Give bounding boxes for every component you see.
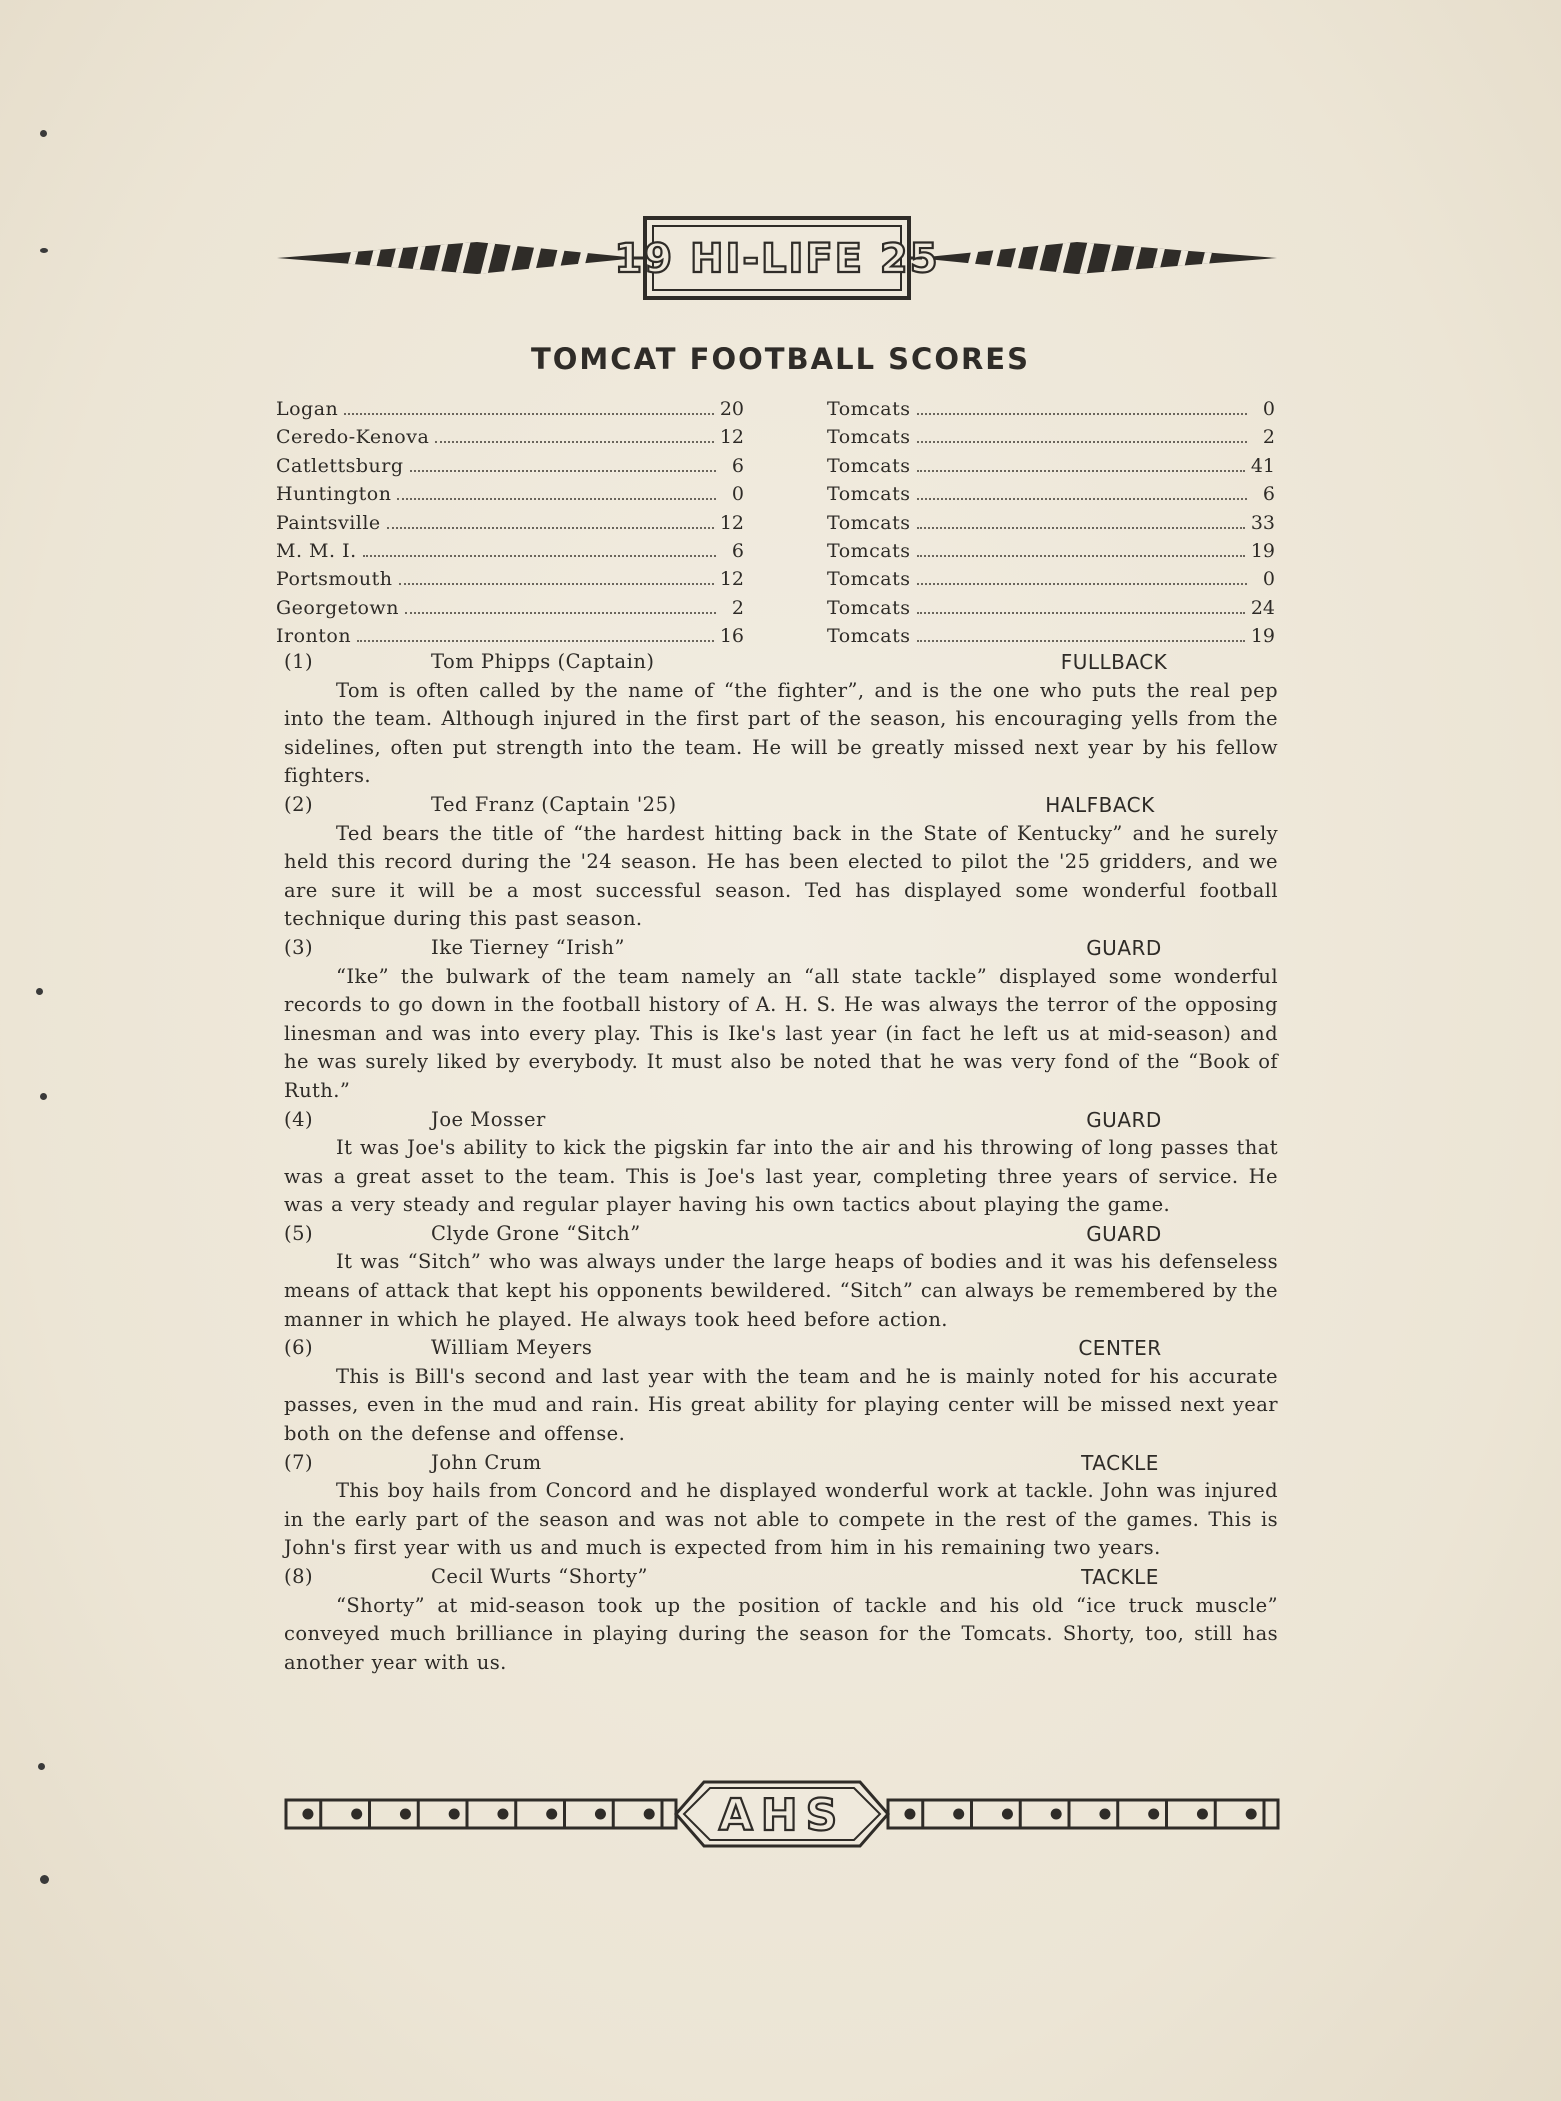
player-position: TACKLE (1081, 1450, 1159, 1475)
dot-leader (405, 612, 716, 614)
player-entry (284, 1449, 1278, 1563)
opponent-cell (276, 568, 744, 590)
dot-leader (399, 583, 714, 585)
opponent-cell (276, 455, 744, 477)
player-name: Clyde Grone “Sitch” (431, 1221, 641, 1245)
score-row (276, 398, 1275, 426)
player-number: (8) (284, 1565, 314, 1588)
player-bio: “Shorty” at mid-season took up the position of tackle and his old “ice truck muscle” conveyed much brilliance in playing during the season for the Tomcats. Shorty, too, still has another year with us. (284, 1593, 1278, 1674)
team-cell (827, 455, 1275, 477)
player-entry (284, 1220, 1278, 1334)
margin-speck (36, 988, 43, 995)
player-header (284, 1334, 1278, 1363)
team-score: 0 (1262, 568, 1275, 591)
team-score: 24 (1250, 596, 1275, 619)
team-name: Tomcats (827, 511, 911, 534)
opponent-cell (276, 512, 744, 534)
team-cell (827, 597, 1275, 619)
dot-leader (917, 612, 1245, 614)
team-score: 19 (1250, 625, 1275, 648)
player-name: William Meyers (431, 1336, 593, 1360)
player-bios (284, 648, 1278, 1677)
margin-speck (40, 248, 48, 253)
player-number: (4) (284, 1107, 314, 1131)
dot-leader (917, 413, 1247, 415)
margin-speck (40, 1875, 49, 1884)
opponent-score: 12 (719, 568, 744, 591)
player-position: FULLBACK (1060, 650, 1168, 674)
player-number: (3) (284, 935, 314, 959)
opponent-name: Paintsville (276, 511, 381, 534)
dot-leader (917, 470, 1245, 472)
team-name: Tomcats (827, 539, 911, 562)
player-name: Cecil Wurts “Shorty” (431, 1565, 648, 1588)
player-entry (284, 1563, 1278, 1677)
team-name: Tomcats (827, 454, 911, 477)
team-cell (827, 568, 1275, 590)
opponent-cell (276, 540, 744, 562)
opponent-name: Ironton (276, 625, 352, 648)
player-number: (6) (284, 1336, 314, 1360)
player-bio: It was “Sitch” who was always under the large heaps of bodies and it was his defenseless means of attack that kept his opponents bewildered. “Sitch” can always be remembered by the manner in which he played. He always took heed before action. (284, 1250, 1278, 1331)
team-score: 6 (1262, 483, 1275, 506)
player-entry (284, 648, 1278, 791)
player-number: (2) (284, 792, 314, 816)
player-name: John Crum (431, 1450, 542, 1474)
player-header (284, 1563, 1278, 1592)
opponent-cell (276, 625, 744, 647)
team-cell (827, 625, 1275, 647)
team-cell (827, 398, 1275, 420)
dot-leader (344, 413, 714, 415)
dot-leader (363, 555, 716, 557)
dot-leader (435, 441, 714, 443)
team-score: 19 (1250, 539, 1275, 562)
opponent-name: Georgetown (276, 596, 399, 619)
team-name: Tomcats (827, 568, 911, 591)
player-number: (5) (284, 1221, 314, 1245)
team-cell (827, 426, 1275, 448)
player-bio: This boy hails from Concord and he displayed wonderful work at tackle. John was injured in the early part of the season and was not able to compete in the rest of the games. This is John's first year with us and much is expected from him in his remaining two years. (284, 1479, 1278, 1560)
team-score: 41 (1250, 454, 1275, 477)
score-row (276, 512, 1275, 540)
team-score: 33 (1250, 511, 1275, 534)
player-entry (284, 1106, 1278, 1220)
dot-leader (917, 441, 1247, 443)
dot-leader (357, 640, 714, 642)
player-header (284, 1449, 1278, 1478)
dot-leader (387, 527, 714, 529)
score-row (276, 597, 1275, 625)
score-row (276, 483, 1275, 511)
scores-table (276, 398, 1275, 654)
footer-emblem-text: AHS (718, 1790, 846, 1841)
opponent-score: 0 (731, 483, 744, 506)
player-position: GUARD (1086, 1221, 1162, 1246)
opponent-name: Portsmouth (276, 568, 393, 591)
player-name: Ted Franz (Captain '25) (431, 792, 677, 816)
dot-leader (410, 470, 717, 472)
banner-text: 19 HI-LIFE 25 (614, 236, 940, 282)
opponent-score: 6 (731, 454, 744, 477)
player-header (284, 1106, 1278, 1135)
player-bio: “Ike” the bulwark of the team namely an “all state tackle” displayed some wonderful records to go down in the football history of A. H. S. He was always the terror of the opposing linesman and was into every play. This is Ike's last year (in fact he left us at mid-season) and he was surely liked by everybody. It must also be noted that he was very fond of the “Book of Ruth.” (284, 964, 1278, 1102)
team-score: 2 (1262, 426, 1275, 449)
opponent-cell (276, 398, 744, 420)
opponent-name: Catlettsburg (276, 454, 404, 477)
opponent-name: Huntington (276, 483, 392, 506)
player-bio: Tom is often called by the name of “the fighter”, and is the one who puts the real pep into the team. Although injured in the first part of the season, his encouraging yells from the sidelines, often put strength into the team. He will be greatly missed next year by his fellow fighters. (284, 678, 1278, 788)
team-name: Tomcats (827, 625, 911, 648)
dot-leader (917, 583, 1247, 585)
player-bio: It was Joe's ability to kick the pigskin far into the air and his throwing of long passes that was a great asset to the team. This is Joe's last year, completing three years of service. He was a very steady and regular player having his own tactics about playing the game. (284, 1136, 1278, 1217)
player-bio: This is Bill's second and last year with the team and he is mainly noted for his accurate passes, even in the mud and rain. His great ability for playing center will be missed next year both on the defense and offense. (284, 1364, 1278, 1446)
opponent-name: Logan (276, 398, 339, 420)
player-header (284, 791, 1278, 820)
player-entry (284, 1334, 1278, 1448)
team-cell (827, 540, 1275, 562)
player-position: HALFBACK (1045, 792, 1155, 817)
opponent-name: M. M. I. (276, 539, 357, 562)
opponent-score: 16 (719, 625, 744, 648)
opponent-score: 6 (731, 539, 744, 562)
player-bio: Ted bears the title of “the hardest hitting back in the State of Kentucky” and he surely held this record during the '24 season. He has been elected to pilot the '25 gridders, and we are sure it will be a most successful season. Ted has displayed some wonderful football technique during this past season. (284, 821, 1278, 931)
page-title: TOMCAT FOOTBALL SCORES (531, 342, 1030, 376)
player-number: (1) (284, 650, 314, 673)
dot-leader (917, 555, 1245, 557)
opponent-score: 12 (719, 426, 744, 449)
dot-leader (397, 498, 716, 500)
opponent-name: Ceredo-Kenova (276, 426, 430, 449)
header-banner (277, 212, 1277, 304)
dot-leader (917, 640, 1245, 642)
opponent-cell (276, 426, 744, 448)
player-name: Ike Tierney “Irish” (431, 935, 625, 959)
player-entry (284, 791, 1278, 934)
team-name: Tomcats (827, 426, 911, 449)
team-name: Tomcats (827, 596, 911, 619)
player-number: (7) (284, 1450, 314, 1474)
player-position: CENTER (1078, 1336, 1162, 1361)
opponent-score: 12 (719, 511, 744, 534)
score-row (276, 568, 1275, 596)
player-position: GUARD (1086, 1107, 1162, 1132)
player-header (284, 648, 1278, 677)
opponent-score: 20 (719, 398, 744, 420)
score-row (276, 426, 1275, 454)
team-cell (827, 512, 1275, 534)
player-entry (284, 934, 1278, 1106)
team-name: Tomcats (827, 398, 911, 420)
dot-leader (917, 498, 1247, 500)
score-row (276, 540, 1275, 568)
player-name: Tom Phipps (Captain) (431, 650, 655, 673)
opponent-score: 2 (731, 596, 744, 619)
margin-speck (38, 1763, 45, 1770)
margin-speck (40, 1093, 47, 1100)
team-cell (827, 483, 1275, 505)
margin-speck (40, 130, 47, 137)
team-name: Tomcats (827, 483, 911, 506)
opponent-cell (276, 597, 744, 619)
score-row (276, 455, 1275, 483)
player-name: Joe Mosser (431, 1107, 546, 1131)
dot-leader (917, 527, 1245, 529)
team-score: 0 (1262, 398, 1275, 420)
player-header (284, 934, 1278, 963)
player-position: GUARD (1086, 935, 1162, 960)
player-header (284, 1220, 1278, 1249)
opponent-cell (276, 483, 744, 505)
player-position: TACKLE (1081, 1565, 1159, 1589)
footer-ornament (284, 1772, 1280, 1856)
